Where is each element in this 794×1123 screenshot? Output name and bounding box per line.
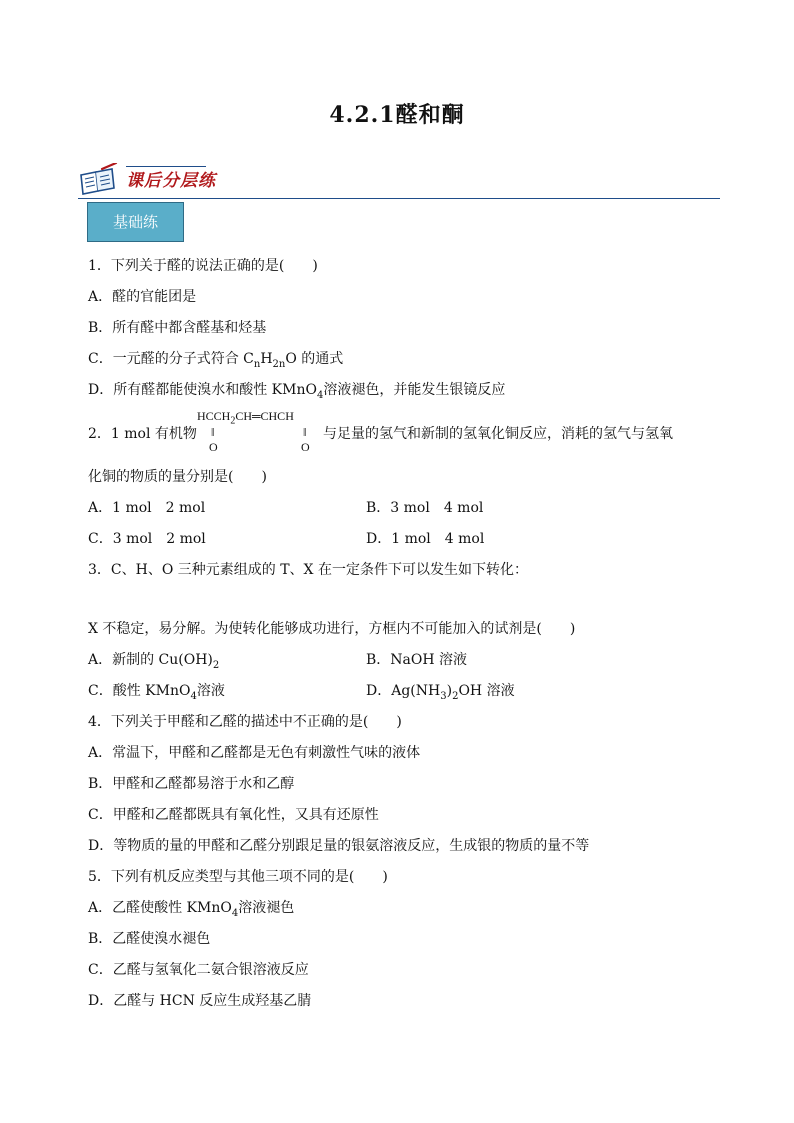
- q3-option-c: C．酸性 KMnO$_4$溶液: [88, 683, 225, 702]
- q4-option-a: A．常温下，甲醛和乙醛都是无色有刺激性气味的液体: [88, 745, 421, 761]
- book-icon: [78, 163, 118, 197]
- q2-stem-tail: 与足量的氢气和新制的氢氧化铜反应，消耗的氢气与氢氧: [323, 426, 673, 442]
- q3-option-d: D．$Ag(NH_3)_2OH$ 溶液: [366, 683, 515, 702]
- q1-option-d: D．所有醛都能使溴水和酸性 KMnO$_4$溶液褪色，并能发生银镜反应: [88, 382, 506, 401]
- q2-option-a: A．1 mol 2 mol: [88, 500, 206, 516]
- q5-stem: 5．下列有机反应类型与其他三项不同的是( ): [88, 869, 388, 885]
- q4-option-d: D．等物质的量的甲醛和乙醛分别跟足量的银氨溶液反应，生成银的物质的量不等: [88, 838, 590, 854]
- q2-option-b: B．3 mol 4 mol: [366, 500, 484, 516]
- section-header: [78, 163, 720, 197]
- q4-option-b: B．甲醛和乙醛都易溶于水和乙醇: [88, 776, 295, 792]
- q5-option-c: C．乙醛与氢氧化二氨合银溶液反应: [88, 962, 309, 978]
- q5-option-a: A．乙醛使酸性 KMnO$_4$溶液褪色: [88, 900, 295, 919]
- q4-option-c: C．甲醛和乙醛都既具有氧化性，又具有还原性: [88, 807, 379, 823]
- q5-option-d: D．乙醛与 HCN 反应生成羟基乙腈: [88, 993, 312, 1009]
- q2-option-d: D．1 mol 4 mol: [366, 531, 485, 547]
- structural-formula: $HCCH_2CH═CHCH$ ‖ ‖ O O: [197, 409, 310, 454]
- section-title: 课后分层练: [126, 171, 216, 191]
- q1-stem: 1．下列关于醛的说法正确的是( ): [88, 258, 318, 274]
- q3-stem-line2: X 不稳定，易分解。为使转化能够成功进行，方框内不可能加入的试剂是( ): [88, 621, 576, 637]
- q2-lead: 2．1 mol 有机物: [88, 426, 197, 442]
- q3-option-a: A．新制的 $Cu(OH)_2$: [88, 652, 220, 671]
- q1-option-c: C．一元醛的分子式符合 $C_nH_{2n}O$ 的通式: [88, 351, 344, 370]
- page-title: 4.2.1醛和酮: [329, 102, 465, 128]
- q1-option-a: A．醛的官能团是: [88, 289, 197, 305]
- q2-stem-line2: 化铜的物质的量分别是( ): [88, 469, 267, 485]
- q1-option-b: B．所有醛中都含醛基和烃基: [88, 320, 267, 336]
- level-tab-basic[interactable]: 基础练: [87, 202, 184, 242]
- q5-option-b: B．乙醛使溴水褪色: [88, 931, 211, 947]
- q3-option-b: B．NaOH 溶液: [366, 652, 468, 668]
- q2-option-c: C．3 mol 2 mol: [88, 531, 206, 547]
- section-divider: [78, 198, 720, 199]
- q3-stem: 3．C、H、O 三种元素组成的 T、X 在一定条件下可以发生如下转化：: [88, 562, 528, 578]
- q4-stem: 4．下列关于甲醛和乙醛的描述中不正确的是( ): [88, 714, 402, 730]
